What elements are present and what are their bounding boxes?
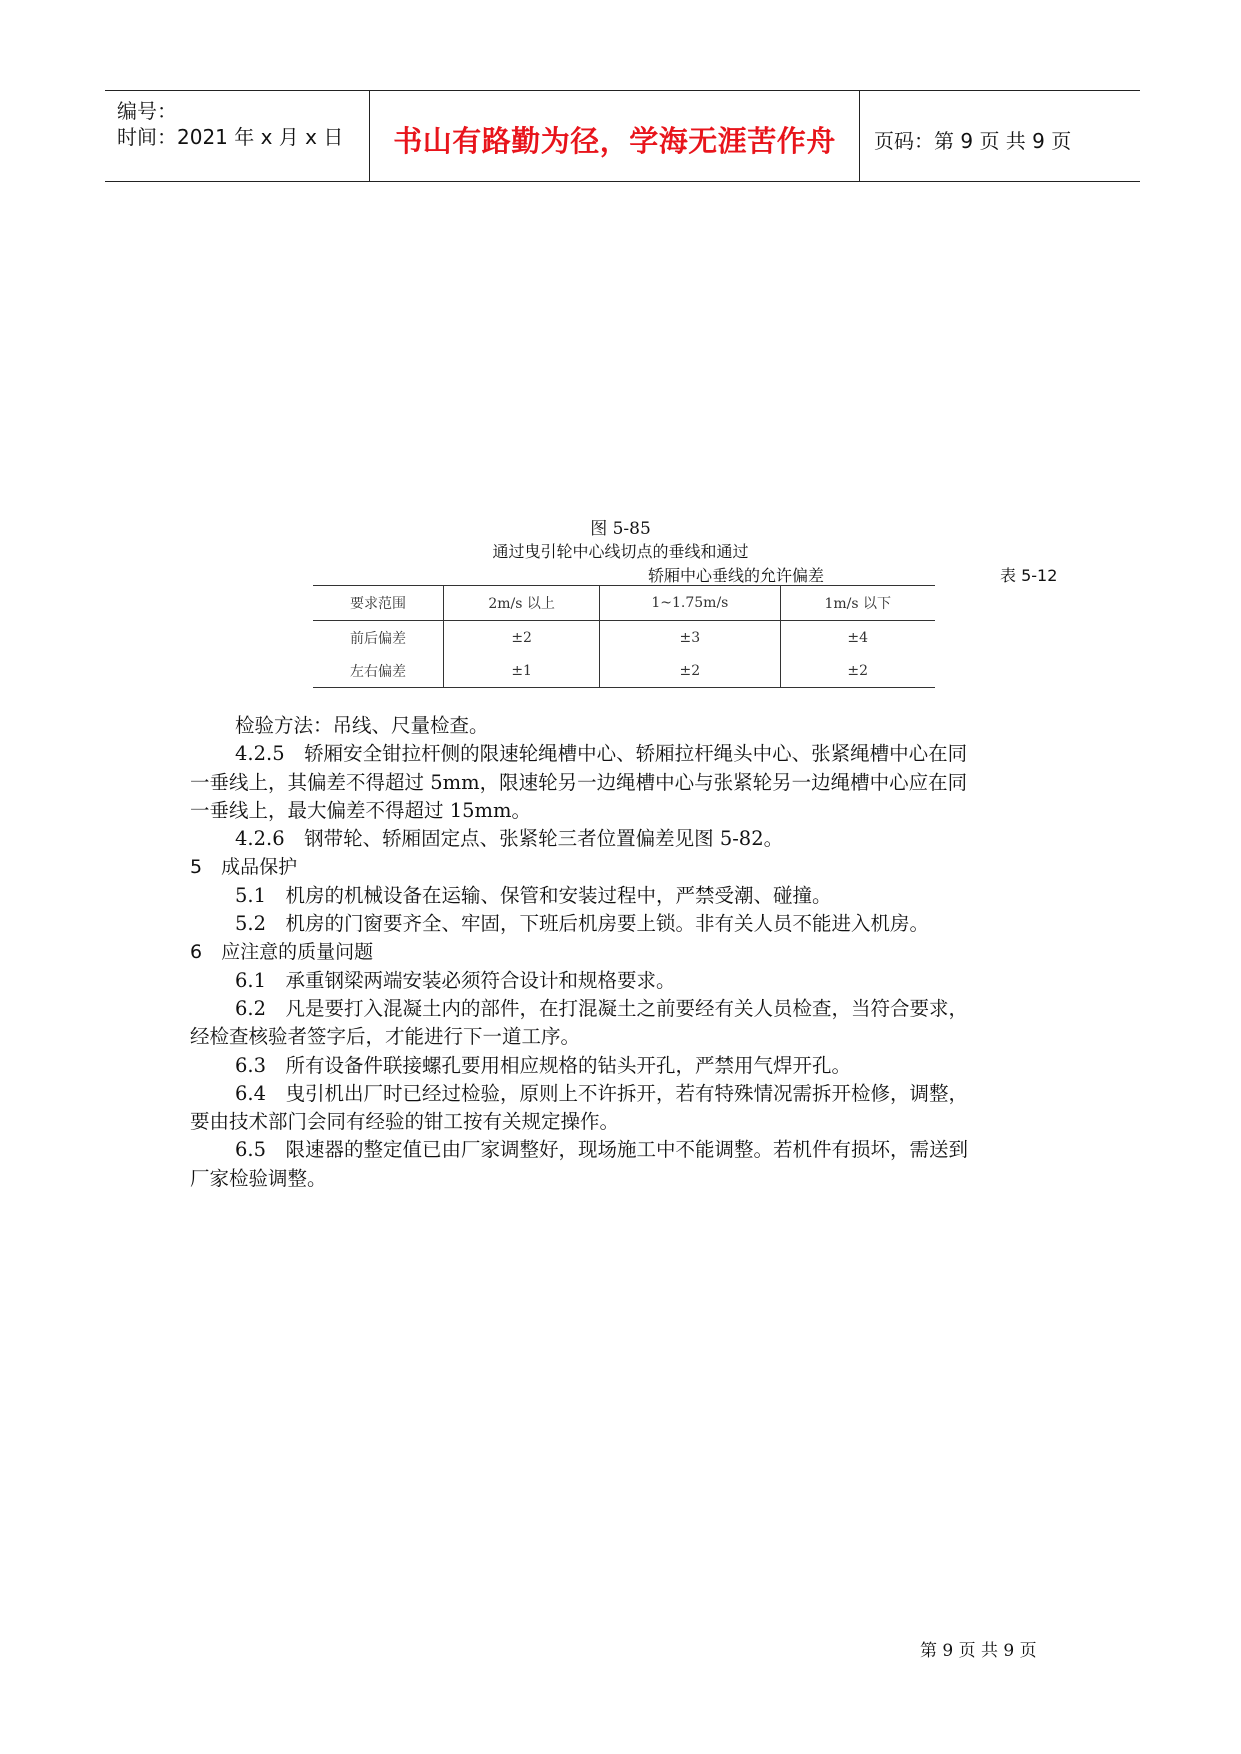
header-info-cell <box>105 91 370 181</box>
paragraph-line: 4.2.5 轿厢安全钳拉杆侧的限速轮绳槽中心、轿厢拉杆绳头中心、张紧绳槽中心在同 <box>235 742 968 766</box>
paragraph-line: 6.2 凡是要打入混凝土内的部件，在打混凝土之前要经有关人员检查，当符合要求， <box>235 996 969 1020</box>
paragraph-line: 要由技术部门会同有经验的钳工按有关规定操作。 <box>190 1110 620 1134</box>
section-heading: 5 成品保护 <box>190 856 298 879</box>
paragraph-line: 4.2.6 钢带轮、轿厢固定点、张紧轮三者位置偏差见图 5-82。 <box>235 827 784 851</box>
paragraph-line: 6.4 曳引机出厂时已经过检验，原则上不许拆开，若有特殊情况需拆开检修，调整， <box>235 1081 969 1105</box>
table-header-cell: 2m/s 以上 <box>444 586 600 621</box>
paragraph-line: 6.5 限速器的整定值已由厂家调整好，现场施工中不能调整。若机件有损坏，需送到 <box>235 1138 969 1162</box>
paragraph-line: 5.2 机房的门窗要齐全、牢固，下班后机房要上锁。非有关人员不能进入机房。 <box>235 912 930 936</box>
figure-caption: 图 5-85 <box>590 519 651 539</box>
table-number: 表 5-12 <box>1000 566 1058 585</box>
table-cell: ±3 <box>600 621 780 655</box>
table-cell: ±2 <box>780 654 935 688</box>
table-header-row <box>313 586 935 621</box>
header-motto-cell <box>370 91 860 181</box>
header-page-cell <box>860 91 1140 181</box>
paragraph-line: 厂家检验调整。 <box>190 1166 327 1190</box>
paragraph-line: 5.1 机房的机械设备在运输、保管和安装过程中，严禁受潮、碰撞。 <box>235 883 832 907</box>
table-cell: ±1 <box>444 654 600 688</box>
paragraph-line: 一垂线上，最大偏差不得超过 15mm。 <box>190 798 531 822</box>
table-cell: ±2 <box>600 654 780 688</box>
table-row <box>313 621 935 655</box>
table-cell: 左右偏差 <box>313 654 444 688</box>
page-header <box>105 90 1140 182</box>
deviation-table <box>313 585 935 688</box>
document-time: 时间：2021 年 x 月 x 日 <box>117 125 344 149</box>
paragraph-line: 6.3 所有设备件联接螺孔要用相应规格的钻头开孔，严禁用气焊开孔。 <box>235 1053 852 1077</box>
document-number: 编号： <box>117 99 177 123</box>
table-title-line1: 通过曳引轮中心线切点的垂线和通过 <box>492 542 749 561</box>
section-heading: 6 应注意的质量问题 <box>190 941 374 964</box>
body-text <box>190 712 1060 1193</box>
table-row <box>313 654 935 688</box>
table-header-cell: 1~1.75m/s <box>600 586 780 621</box>
table-header-cell: 要求范围 <box>313 586 444 621</box>
table-cell: ±4 <box>780 621 935 655</box>
paragraph-line: 6.1 承重钢梁两端安装必须符合设计和规格要求。 <box>235 968 676 992</box>
header-page-number: 页码：第 9 页 共 9 页 <box>874 129 1072 153</box>
table-header-cell: 1m/s 以下 <box>780 586 935 621</box>
header-motto: 书山有路勤为径，学海无涯苦作舟 <box>393 124 836 158</box>
paragraph-line: 检验方法：吊线、尺量检查。 <box>235 714 489 737</box>
paragraph-line: 一垂线上，其偏差不得超过 5mm，限速轮另一边绳槽中心与张紧轮另一边绳槽中心应在同 <box>190 770 968 794</box>
page-footer: 第 9 页 共 9 页 <box>920 1641 1037 1661</box>
table-cell: ±2 <box>444 621 600 655</box>
table-cell: 前后偏差 <box>350 630 407 647</box>
table-title-line2: 轿厢中心垂线的允许偏差 <box>648 566 825 585</box>
paragraph-line: 经检查核验者签字后，才能进行下一道工序。 <box>190 1025 581 1049</box>
